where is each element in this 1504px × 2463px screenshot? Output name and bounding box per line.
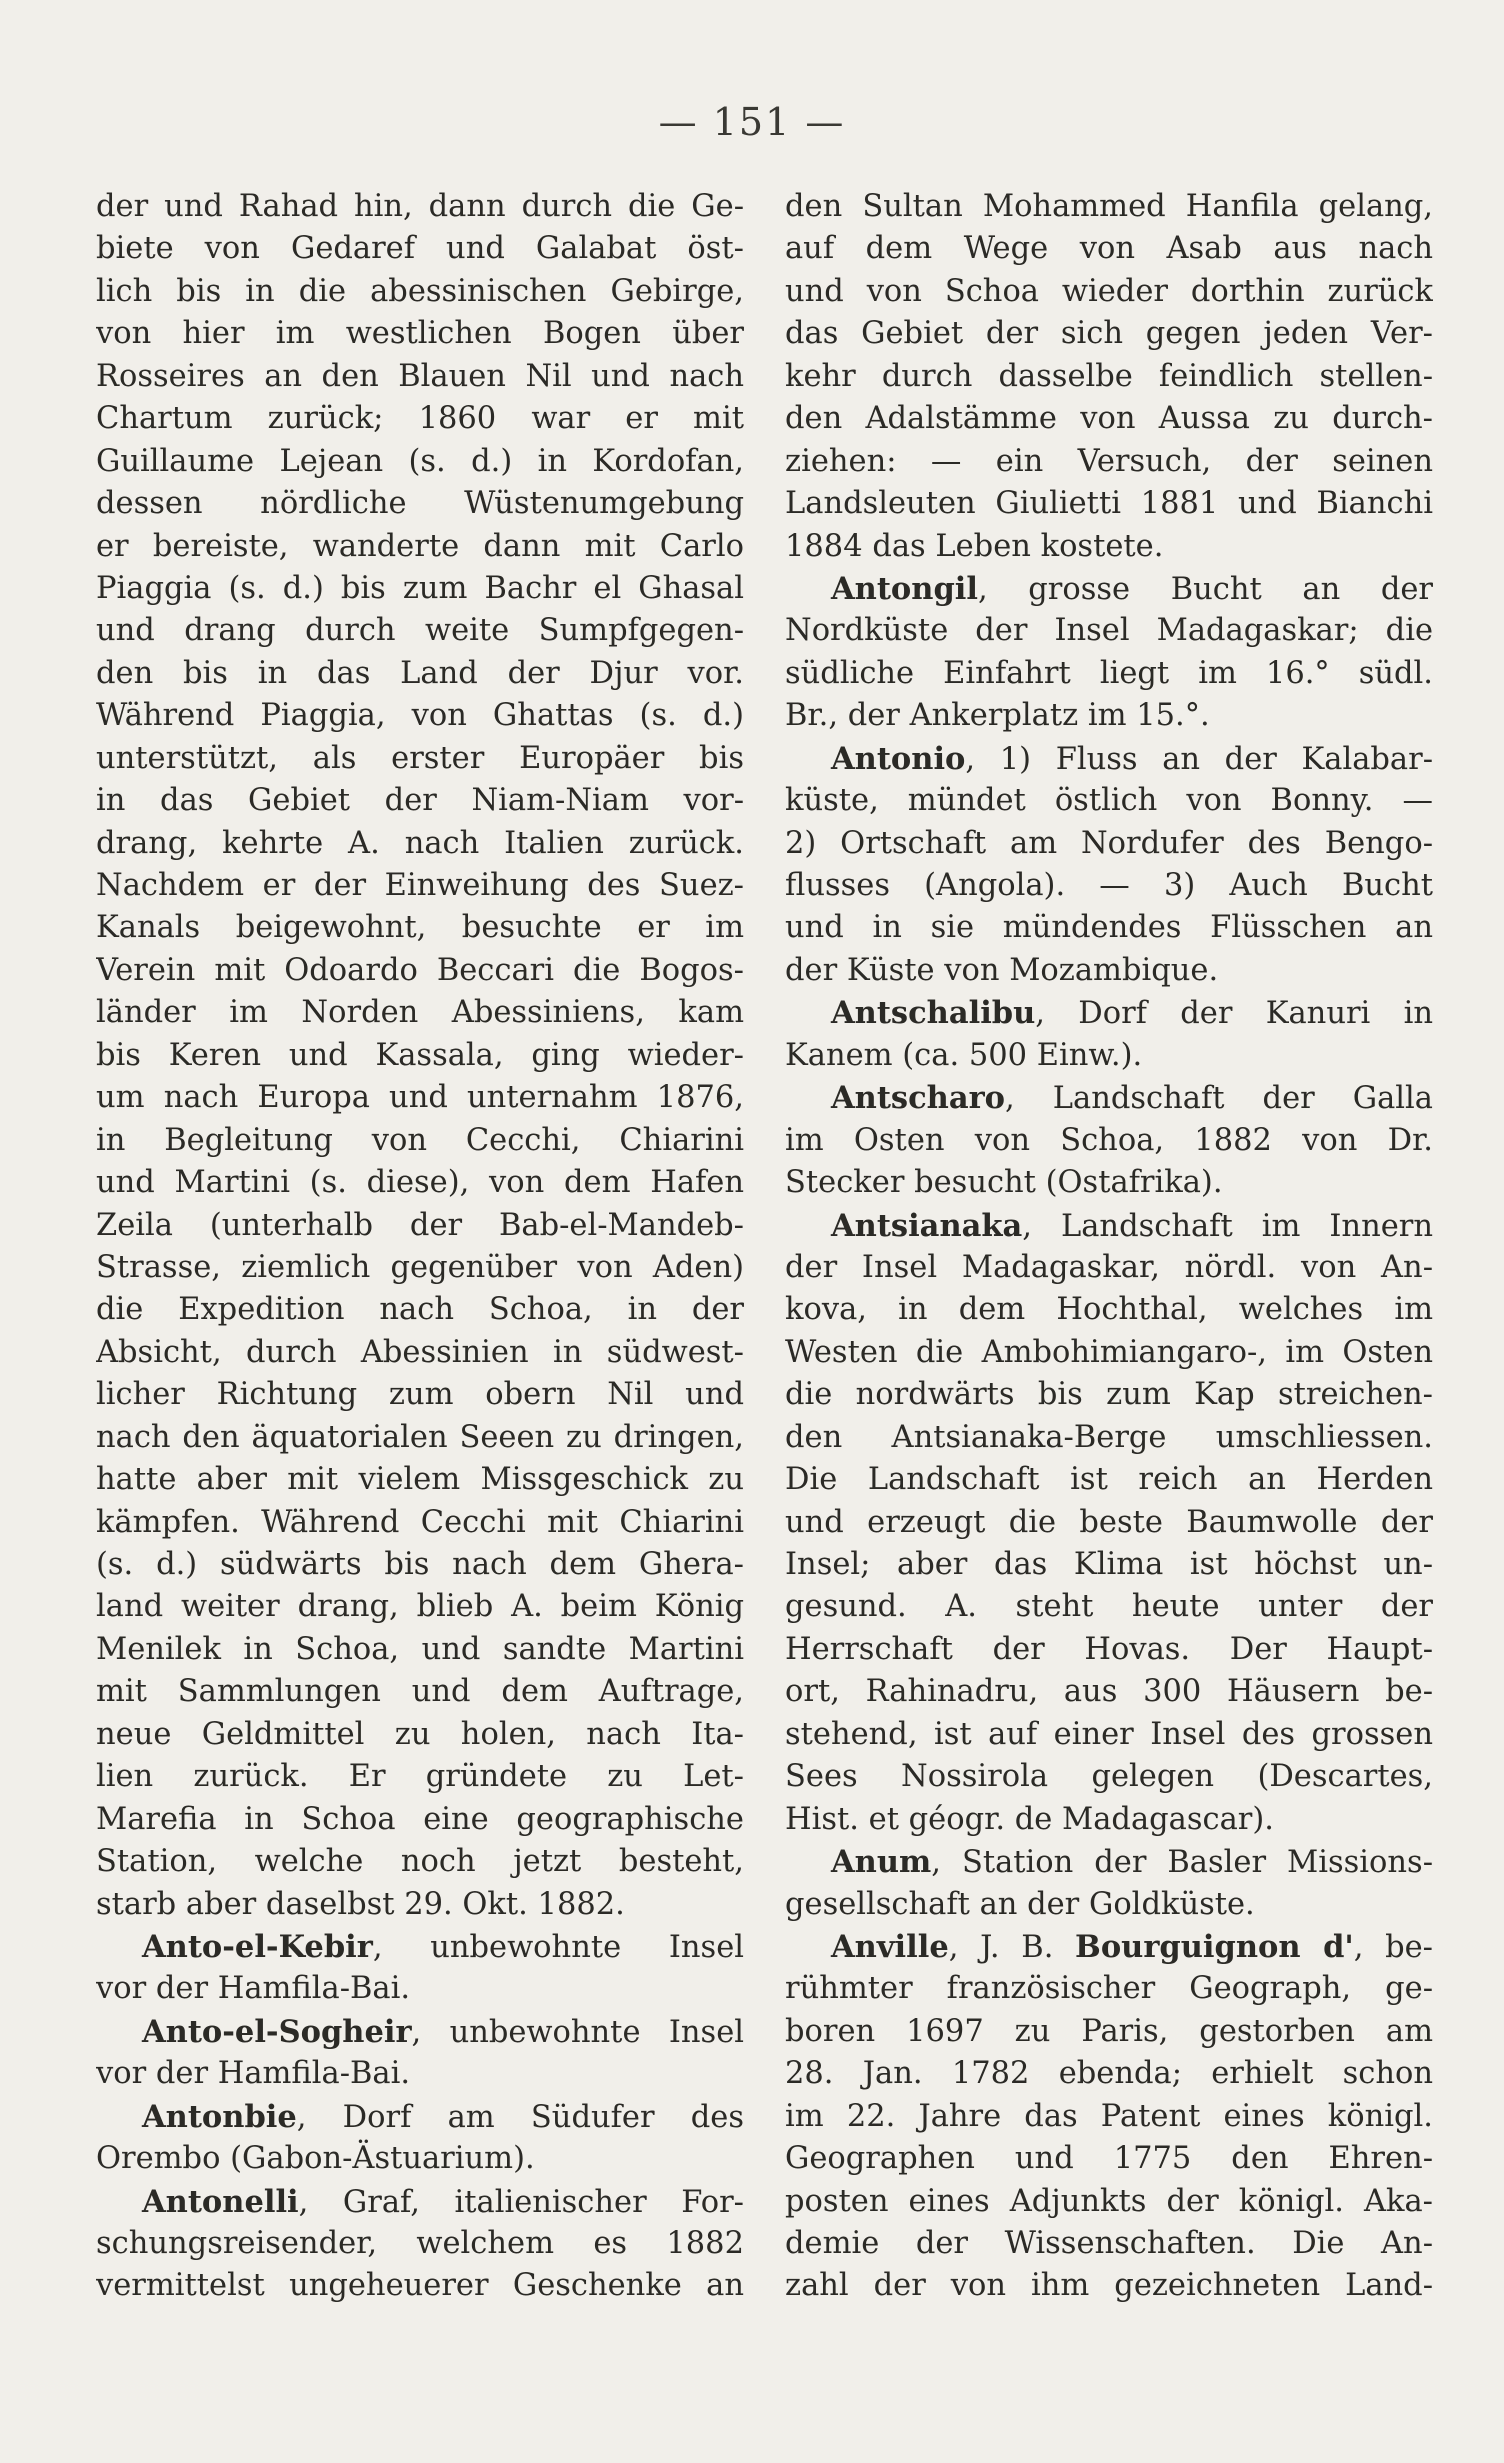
entry-first-line	[785, 1841, 1433, 1883]
text-line	[96, 653, 744, 695]
text-line	[96, 1629, 744, 1671]
text-line	[96, 2265, 744, 2307]
line-text: Stecker besucht (Ostafrika).	[785, 1165, 1223, 1201]
line-text: stehend, ist auf einer Insel des grossen	[785, 1716, 1433, 1752]
entry-headword: Antscharo	[831, 1080, 1006, 1117]
text-line	[96, 2053, 744, 2095]
text-line	[96, 568, 744, 610]
text-line	[96, 356, 744, 398]
line-text: Absicht, durch Abessinien in südwest-	[96, 1334, 744, 1370]
text-line	[785, 228, 1433, 270]
text-line	[785, 2053, 1433, 2095]
text-line	[96, 1671, 744, 1713]
text-line	[96, 2223, 744, 2265]
text-column-right	[785, 186, 1433, 2308]
entry-first-line	[96, 1926, 744, 1968]
text-line	[785, 2138, 1433, 2180]
line-text: küste, mündet östlich von Bonny. —	[785, 783, 1433, 819]
text-line	[785, 2223, 1433, 2265]
line-text: Orembo (Gabon-Ästuarium).	[96, 2141, 535, 2177]
text-line	[96, 1374, 744, 1416]
line-text: und in sie mündendes Flüsschen an	[785, 910, 1433, 946]
line-text: vor der Hamfila-Bai.	[96, 1971, 411, 2007]
text-line	[96, 823, 744, 865]
text-line	[96, 950, 744, 992]
text-line	[96, 1205, 744, 1247]
text-line	[785, 1756, 1433, 1798]
line-text: nach den äquatorialen Seeen zu dringen,	[96, 1419, 744, 1455]
line-text: Piaggia (s. d.) bis zum Bachr el Ghasal	[96, 570, 744, 606]
text-line	[785, 950, 1433, 992]
text-line	[96, 441, 744, 483]
entry-first-line	[96, 2096, 744, 2138]
text-line	[96, 1714, 744, 1756]
text-line	[96, 1799, 744, 1841]
line-text: Nachdem er der Einweihung des Suez-	[96, 868, 744, 903]
entry-first-line	[96, 2181, 744, 2223]
entry-first-line	[785, 568, 1433, 610]
text-line	[785, 526, 1433, 568]
line-text: rühmter französischer Geograph, ge-	[785, 1971, 1433, 2007]
text-line	[96, 526, 744, 568]
text-line	[96, 1459, 744, 1501]
text-line	[785, 1374, 1433, 1416]
line-text: das Gebiet der sich gegen jeden Ver-	[785, 316, 1433, 352]
line-text: 2) Ortschaft am Nordufer des Bengo-	[785, 825, 1433, 861]
line-text: land weiter drang, blieb A. beim König	[96, 1589, 744, 1625]
text-line	[96, 738, 744, 780]
line-text: Marefia in Schoa eine geographische	[96, 1801, 744, 1837]
line-text: und Martini (s. diese), von dem Hafen	[96, 1165, 744, 1201]
line-text: demie der Wissenschaften. Die An-	[785, 2226, 1433, 2261]
text-line	[785, 1035, 1433, 1077]
line-text: Während Piaggia, von Ghattas (s. d.)	[96, 698, 744, 734]
line-text: Geographen und 1775 den Ehren-	[785, 2141, 1433, 2177]
text-line	[785, 865, 1433, 907]
text-line	[785, 1332, 1433, 1374]
text-line	[96, 1035, 744, 1077]
text-line	[96, 1544, 744, 1586]
line-text: , Dorf der Kanuri in	[1035, 996, 1433, 1032]
text-line	[96, 1884, 744, 1926]
entry-headword: Antonelli	[142, 2183, 299, 2220]
line-text: auf dem Wege von Asab aus nach	[785, 231, 1433, 267]
text-line	[785, 313, 1433, 355]
line-text: im 22. Jahre das Patent eines königl.	[785, 2098, 1433, 2134]
text-line	[96, 1586, 744, 1628]
line-text: mit Sammlungen und dem Auftrage,	[96, 1674, 744, 1710]
text-column-left	[96, 186, 744, 2308]
line-text: die Expedition nach Schoa, in der	[96, 1292, 744, 1328]
line-text: um nach Europa und unternahm 1876,	[96, 1080, 744, 1116]
text-line	[785, 2181, 1433, 2223]
line-text: der Küste von Mozambique.	[785, 952, 1219, 988]
text-line	[785, 1544, 1433, 1586]
line-text: Station, welche noch jetzt besteht,	[96, 1844, 744, 1880]
entry-headword: Antschalibu	[831, 995, 1036, 1032]
line-text: der und Rahad hin, dann durch die Ge-	[96, 189, 744, 224]
text-line	[96, 610, 744, 652]
text-line	[785, 1459, 1433, 1501]
text-line	[96, 313, 744, 355]
line-text: vermittelst ungeheuerer Geschenke an	[96, 2268, 744, 2304]
text-line	[96, 398, 744, 440]
entry-headword: Anto-el-Sogheir	[142, 2013, 412, 2050]
entry-headword: Antsianaka	[831, 1207, 1023, 1244]
text-line	[785, 823, 1433, 865]
text-line	[96, 271, 744, 313]
text-line	[785, 483, 1433, 525]
line-text: boren 1697 zu Paris, gestorben am	[785, 2013, 1433, 2049]
text-line	[785, 1162, 1433, 1204]
text-line	[785, 1502, 1433, 1544]
line-text: südliche Einfahrt liegt im 16.° südl.	[785, 655, 1433, 691]
entry-first-line	[785, 1205, 1433, 1247]
entry-first-line	[785, 1077, 1433, 1119]
entry-headword: Anum	[831, 1844, 932, 1881]
line-text: Br., der Ankerplatz im 15.°.	[785, 698, 1210, 734]
line-text: lich bis in die abessinischen Gebirge,	[96, 273, 744, 309]
text-line	[785, 1417, 1433, 1459]
line-text: Die Landschaft ist reich an Herden	[785, 1462, 1433, 1498]
text-line	[785, 398, 1433, 440]
line-text: gesellschaft an der Goldküste.	[785, 1886, 1255, 1922]
entry-headword: Antonbie	[142, 2098, 297, 2135]
text-line	[785, 356, 1433, 398]
text-line	[96, 907, 744, 949]
entry-headword: Bourguignon d'	[1075, 1928, 1354, 1965]
text-line	[785, 653, 1433, 695]
text-line	[96, 483, 744, 525]
line-text: , Landschaft der Galla	[1005, 1081, 1433, 1117]
line-text: , 1) Fluss an der Kalabar-	[965, 741, 1433, 777]
line-text: starb aber daselbst 29. Okt. 1882.	[96, 1886, 625, 1922]
line-text: posten eines Adjunkts der königl. Aka-	[785, 2183, 1433, 2219]
text-line	[96, 1332, 744, 1374]
text-line	[96, 1417, 744, 1459]
entry-headword: Antongil	[831, 570, 978, 607]
entry-headword: Anville	[831, 1928, 949, 1965]
line-text: hatte aber mit vielem Missgeschick zu	[96, 1462, 744, 1498]
line-text: den Antsianaka-Berge umschliessen.	[785, 1419, 1433, 1455]
text-line	[785, 1586, 1433, 1628]
line-text: , Landschaft im Innern	[1022, 1208, 1433, 1244]
text-line	[96, 695, 744, 737]
text-line	[785, 2011, 1433, 2053]
text-line	[96, 780, 744, 822]
entry-headword: Anto-el-Kebir	[142, 1928, 373, 1965]
text-line	[785, 780, 1433, 822]
line-text: gesund. A. steht heute unter der	[785, 1589, 1433, 1625]
line-text: Nordküste der Insel Madagaskar; die	[785, 613, 1433, 649]
line-text: Verein mit Odoardo Beccari die Bogos-	[96, 952, 744, 988]
text-line	[785, 610, 1433, 652]
text-line	[96, 992, 744, 1034]
page-number: — 151 —	[658, 100, 846, 144]
text-line	[785, 1968, 1433, 2010]
text-line	[96, 1162, 744, 1204]
line-text: neue Geldmittel zu holen, nach Ita-	[96, 1716, 744, 1752]
text-line	[785, 2096, 1433, 2138]
line-text: von hier im westlichen Bogen über	[96, 316, 744, 352]
line-text: Insel; aber das Klima ist höchst un-	[785, 1547, 1433, 1582]
text-line	[785, 1120, 1433, 1162]
text-line	[96, 1289, 744, 1331]
text-line	[96, 1502, 744, 1544]
line-text: Herrschaft der Hovas. Der Haupt-	[785, 1631, 1433, 1667]
line-text: , Graf, italienischer For-	[298, 2184, 744, 2220]
line-text: Westen die Ambohimiangaro-, im Osten	[785, 1334, 1433, 1370]
line-text: Menilek in Schoa, und sandte Martini	[96, 1631, 744, 1667]
text-line	[785, 1289, 1433, 1331]
line-text: kehr durch dasselbe feindlich stellen-	[785, 358, 1433, 394]
text-line	[785, 695, 1433, 737]
line-text: er bereiste, wanderte dann mit Carlo	[96, 528, 744, 564]
line-text: dessen nördliche Wüstenumgebung	[96, 486, 744, 522]
line-text: kämpfen. Während Cecchi mit Chiarini	[96, 1504, 744, 1540]
text-line	[96, 1841, 744, 1883]
line-text: den Adalstämme von Aussa zu durch-	[785, 401, 1433, 437]
entry-first-line	[96, 2011, 744, 2053]
text-line	[785, 1714, 1433, 1756]
line-text: , J. B.	[948, 1929, 1076, 1965]
line-text: lien zurück. Er gründete zu Let-	[96, 1759, 744, 1795]
line-text: 28. Jan. 1782 ebenda; erhielt schon	[785, 2056, 1433, 2092]
line-text: vor der Hamfila-Bai.	[96, 2056, 411, 2092]
text-line	[785, 1671, 1433, 1713]
line-text: in Begleitung von Cecchi, Chiarini	[96, 1122, 744, 1158]
entry-first-line	[785, 738, 1433, 780]
line-text: länder im Norden Abessiniens, kam	[96, 995, 744, 1031]
line-text: unterstützt, als erster Europäer bis	[96, 740, 744, 776]
text-line	[96, 2138, 744, 2180]
text-line	[96, 1077, 744, 1119]
text-line	[785, 271, 1433, 313]
text-line	[785, 1247, 1433, 1289]
line-text: , unbewohnte Insel	[411, 2014, 744, 2050]
text-line	[96, 228, 744, 270]
line-text: und von Schoa wieder dorthin zurück	[785, 273, 1433, 309]
line-text: der Insel Madagaskar, nördl. von An-	[785, 1249, 1433, 1285]
text-line	[785, 2265, 1433, 2307]
line-text: Chartum zurück; 1860 war er mit	[96, 401, 744, 437]
line-text: , Dorf am Südufer des	[296, 2099, 744, 2135]
line-text: , be-	[1353, 1929, 1433, 1965]
line-text: biete von Gedaref und Galabat öst-	[96, 231, 744, 267]
line-text: im Osten von Schoa, 1882 von Dr.	[785, 1122, 1433, 1158]
line-text: ziehen: — ein Versuch, der seinen	[785, 443, 1433, 479]
line-text: den Sultan Mohammed Hanfila gelang,	[785, 189, 1433, 224]
line-text: (s. d.) südwärts bis nach dem Ghera-	[96, 1547, 744, 1582]
line-text: Kanem (ca. 500 Einw.).	[785, 1037, 1143, 1073]
line-text: bis Keren und Kassala, ging wieder-	[96, 1037, 744, 1073]
line-text: 1884 das Leben kostete.	[785, 528, 1164, 564]
line-text: Strasse, ziemlich gegenüber von Aden)	[96, 1249, 744, 1285]
text-line	[96, 865, 744, 907]
line-text: schungsreisender, welchem es 1882	[96, 2226, 744, 2261]
line-text: flusses (Angola). — 3) Auch Bucht	[785, 868, 1433, 903]
text-line	[96, 1756, 744, 1798]
line-text: Landsleuten Giulietti 1881 und Bianchi	[785, 486, 1433, 522]
line-text: , unbewohnte Insel	[372, 1929, 744, 1965]
line-text: in das Gebiet der Niam-Niam vor-	[96, 783, 744, 819]
text-line	[785, 907, 1433, 949]
line-text: und erzeugt die beste Baumwolle der	[785, 1504, 1433, 1540]
line-text: Sees Nossirola gelegen (Descartes,	[785, 1759, 1433, 1795]
text-line	[785, 186, 1433, 228]
line-text: kova, in dem Hochthal, welches im	[785, 1292, 1433, 1328]
text-line	[785, 441, 1433, 483]
text-line	[96, 186, 744, 228]
line-text: Guillaume Lejean (s. d.) in Kordofan,	[96, 443, 744, 479]
line-text: , Station der Basler Missions-	[931, 1845, 1433, 1881]
line-text: Kanals beigewohnt, besuchte er im	[96, 910, 744, 946]
text-line	[785, 1884, 1433, 1926]
text-line	[785, 1629, 1433, 1671]
line-text: , grosse Bucht an der	[977, 571, 1433, 607]
entry-first-line	[785, 1926, 1433, 1968]
line-text: den bis in das Land der Djur vor.	[96, 655, 744, 691]
line-text: und drang durch weite Sumpfgegen-	[96, 613, 744, 649]
text-line	[96, 1120, 744, 1162]
line-text: ort, Rahinadru, aus 300 Häusern be-	[785, 1674, 1433, 1710]
entry-headword: Antonio	[831, 740, 966, 777]
line-text: drang, kehrte A. nach Italien zurück.	[96, 825, 744, 861]
text-line	[96, 1968, 744, 2010]
line-text: zahl der von ihm gezeichneten Land-	[785, 2268, 1433, 2304]
line-text: Rosseires an den Blauen Nil und nach	[96, 358, 744, 394]
line-text: licher Richtung zum obern Nil und	[96, 1377, 744, 1413]
line-text: die nordwärts bis zum Kap streichen-	[785, 1377, 1433, 1413]
entry-first-line	[785, 992, 1433, 1034]
line-text: Hist. et géogr. de Madagascar).	[785, 1801, 1274, 1837]
line-text: Zeila (unterhalb der Bab-el-Mandeb-	[96, 1207, 744, 1243]
text-line	[785, 1799, 1433, 1841]
text-line	[96, 1247, 744, 1289]
